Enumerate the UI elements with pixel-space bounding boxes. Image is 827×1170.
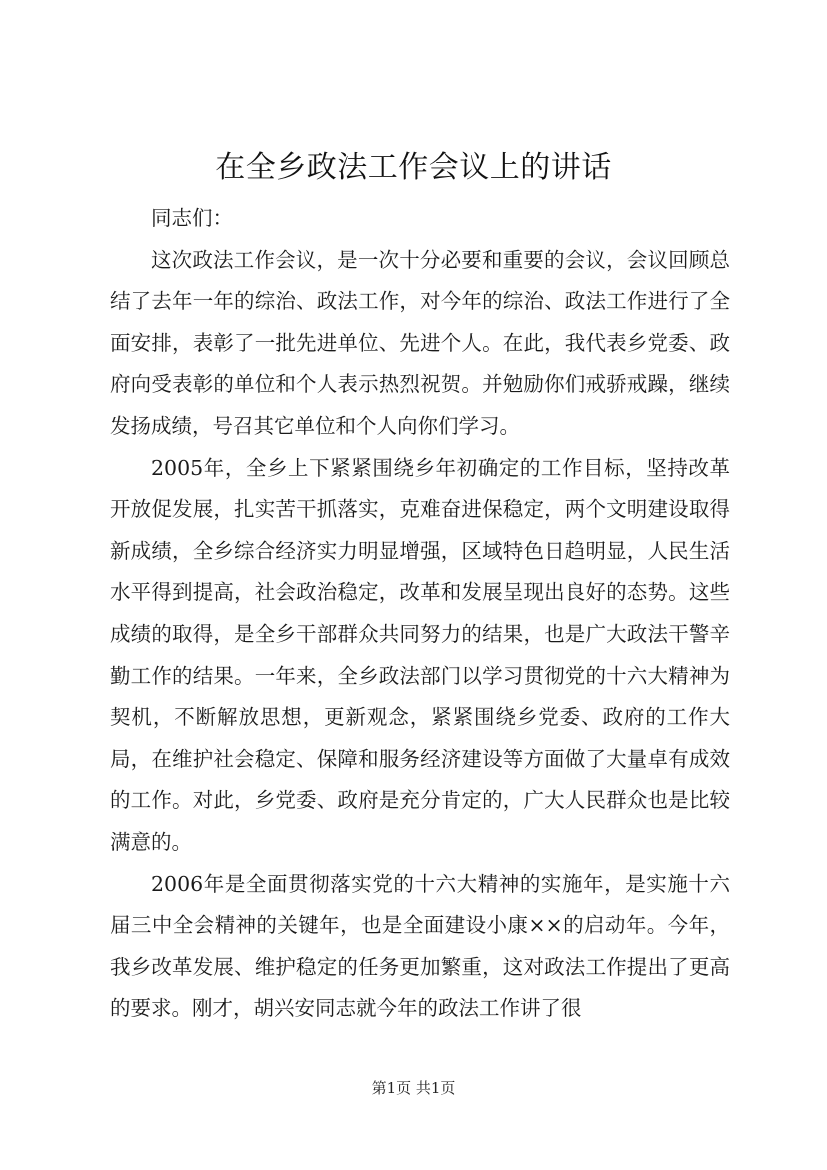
document-title: 在全乡政法工作会议上的讲话 — [215, 150, 612, 185]
salutation: 同志们： — [151, 206, 233, 230]
page-number-footer: 第1页 共1页 — [371, 1079, 456, 1097]
paragraph-3: 2006年是全面贯彻落实党的十六大精神的实施年，是实施十六届三中全会精神的关键年，也是全面建设小康××的启动年。今年，我乡改革发展、维护稳定的任务更加繁重，这对政法工作提出了更高的要求。刚才，胡兴安同志就今年的政法工作讲了很 — [110, 871, 730, 1021]
paragraph-1: 这次政法工作会议，是一次十分必要和重要的会议，会议回顾总结了去年一年的综治、政法工作，对今年的综治、政法工作进行了全面安排，表彰了一批先进单位、先进个人。在此，我代表乡党委、政府向受表彰的单位和个人表示热烈祝贺。并勉励你们戒骄戒躁，继续发扬成绩，号召其它单位和个人向你们学习。 — [110, 247, 730, 438]
document-body — [110, 198, 730, 1030]
paragraph-2: 2005年，全乡上下紧紧围绕乡年初确定的工作目标，坚持改革开放促发展，扎实苦干抓落实，克难奋进保稳定，两个文明建设取得新成绩，全乡综合经济实力明显增强，区域特色日趋明显，人民生活水平得到提高，社会政治稳定，改革和发展呈现出良好的态势。这些成绩的取得，是全乡干部群众共同努力的结果，也是广大政法干警辛勤工作的结果。一年来，全乡政法部门以学习贯彻党的十六大精神为契机，不断解放思想，更新观念，紧紧围绕乡党委、政府的工作大局，在维护社会稳定、保障和服务经济建设等方面做了大量卓有成效的工作。对此，乡党委、政府是充分肯定的，广大人民群众也是比较满意的。 — [110, 455, 730, 854]
